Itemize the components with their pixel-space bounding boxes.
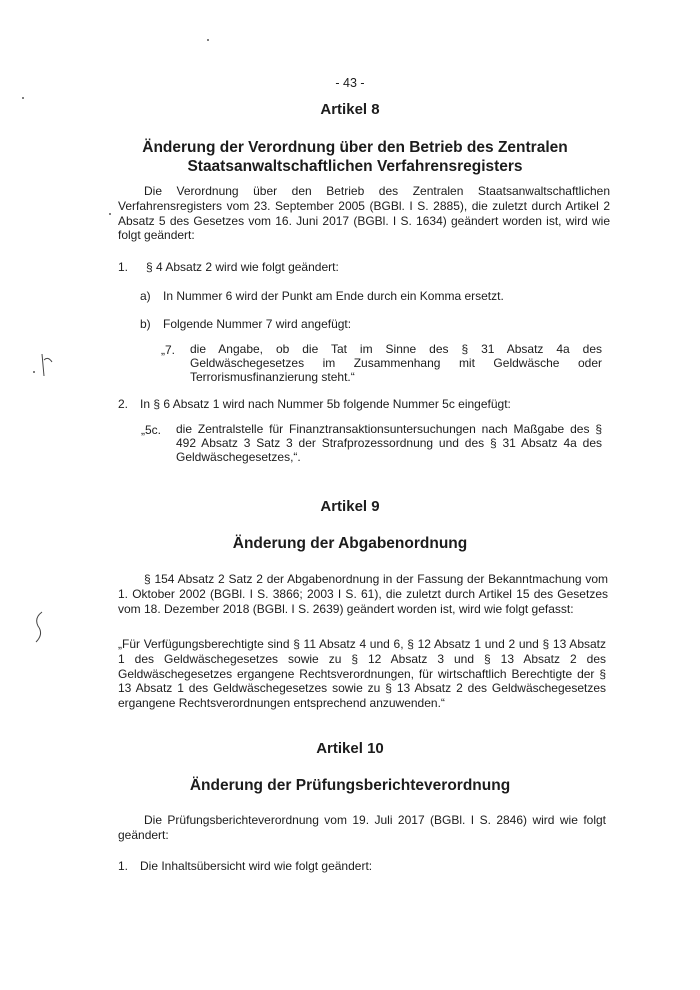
scan-speck xyxy=(207,39,209,41)
article-9-intro: § 154 Absatz 2 Satz 2 der Abgabenordnung in der Fassung der Bekanntmachung vom 1. Oktober 2002 (BGBl. I S. 3866; 2003 I S. 61), die zuletzt durch Artikel 15 des Gesetzes vom 18. Dezember 2018 (BGBl. I S. 2639) geändert worden ist, wird wie folgt gefasst: xyxy=(118,572,608,616)
art8-item-1-marker: 1. xyxy=(118,260,129,274)
quote-7-marker: „7. xyxy=(161,343,176,357)
margin-mark-scribble xyxy=(34,350,56,380)
article-9-heading: Artikel 9 xyxy=(320,498,380,515)
article-10-title: Änderung der Prüfungsberichteverordnung xyxy=(189,777,511,794)
page-number: - 43 - xyxy=(335,76,365,90)
art8-item-1-text: § 4 Absatz 2 wird wie folgt geändert: xyxy=(146,260,339,274)
art8-item-1b-marker: b) xyxy=(140,317,151,331)
art8-item-2-marker: 2. xyxy=(118,397,129,411)
art10-item-1-marker: 1. xyxy=(118,859,129,873)
art8-item-2-text: In § 6 Absatz 1 wird nach Nummer 5b folgende Nummer 5c eingefügt: xyxy=(140,397,511,411)
scan-speck xyxy=(109,213,111,215)
article-8-title: Änderung der Verordnung über den Betrieb des Zentralen Staatsanwaltschaftlichen Verfahrensregisters xyxy=(142,139,568,175)
article-8-heading: Artikel 8 xyxy=(320,101,380,118)
article-10-heading: Artikel 10 xyxy=(316,740,384,757)
scan-speck xyxy=(22,97,24,99)
quote-5c-marker: „5c. xyxy=(141,423,162,437)
article-9-title: Änderung der Abgabenordnung xyxy=(232,535,468,552)
art8-item-1a-text: In Nummer 6 wird der Punkt am Ende durch ein Komma ersetzt. xyxy=(163,289,504,303)
art8-item-1b-text: Folgende Nummer 7 wird angefügt: xyxy=(163,317,352,331)
article-9-quote: „Für Verfügungsberechtigte sind § 11 Absatz 4 und 6, § 12 Absatz 1 und 2 und § 13 Absatz 1 des Geldwäschegesetzes sowie zu § 12 Absatz 3 und § 13 Absatz 2 des Geldwäschegesetzes ergangene Rechtsverordnungen, für wirtschaftlich Berechtigte der § 13 Absatz 1 des Geldwäschegesetzes sowie zu § 13 Absatz 2 des Geldwäschegesetzes ergangene Rechtsverordnungen entsprechend anzuwenden.“ xyxy=(118,637,606,711)
margin-bracket-scribble xyxy=(30,608,50,648)
article-10-intro: Die Prüfungsberichteverordnung vom 19. Juli 2017 (BGBl. I S. 2846) wird wie folgt geändert: xyxy=(118,813,606,842)
art10-item-1-text: Die Inhaltsübersicht wird wie folgt geändert: xyxy=(140,859,373,873)
article-8-intro: Die Verordnung über den Betrieb des Zentralen Staatsanwaltschaftlichen Verfahrensregisters vom 23. September 2005 (BGBl. I S. 2885), die zuletzt durch Artikel 2 Absatz 5 des Gesetzes vom 16. Juni 2017 (BGBl. I S. 1634) geändert worden ist, wird wie folgt geändert: xyxy=(118,184,610,243)
quote-7-text: die Angabe, ob die Tat im Sinne des § 31 Absatz 4a des Geldwäschegesetzes im Zusammenhang mit Geldwäsche oder Terrorismusfinanzierung steht.“ xyxy=(190,342,602,384)
art8-item-1a-marker: a) xyxy=(140,289,151,303)
quote-5c-text: die Zentralstelle für Finanztransaktionsuntersuchungen nach Maßgabe des § 492 Absatz 3 Satz 3 der Strafprozessordnung und des § 31 Absatz 4a des Geldwäschegesetzes,“. xyxy=(176,422,602,464)
